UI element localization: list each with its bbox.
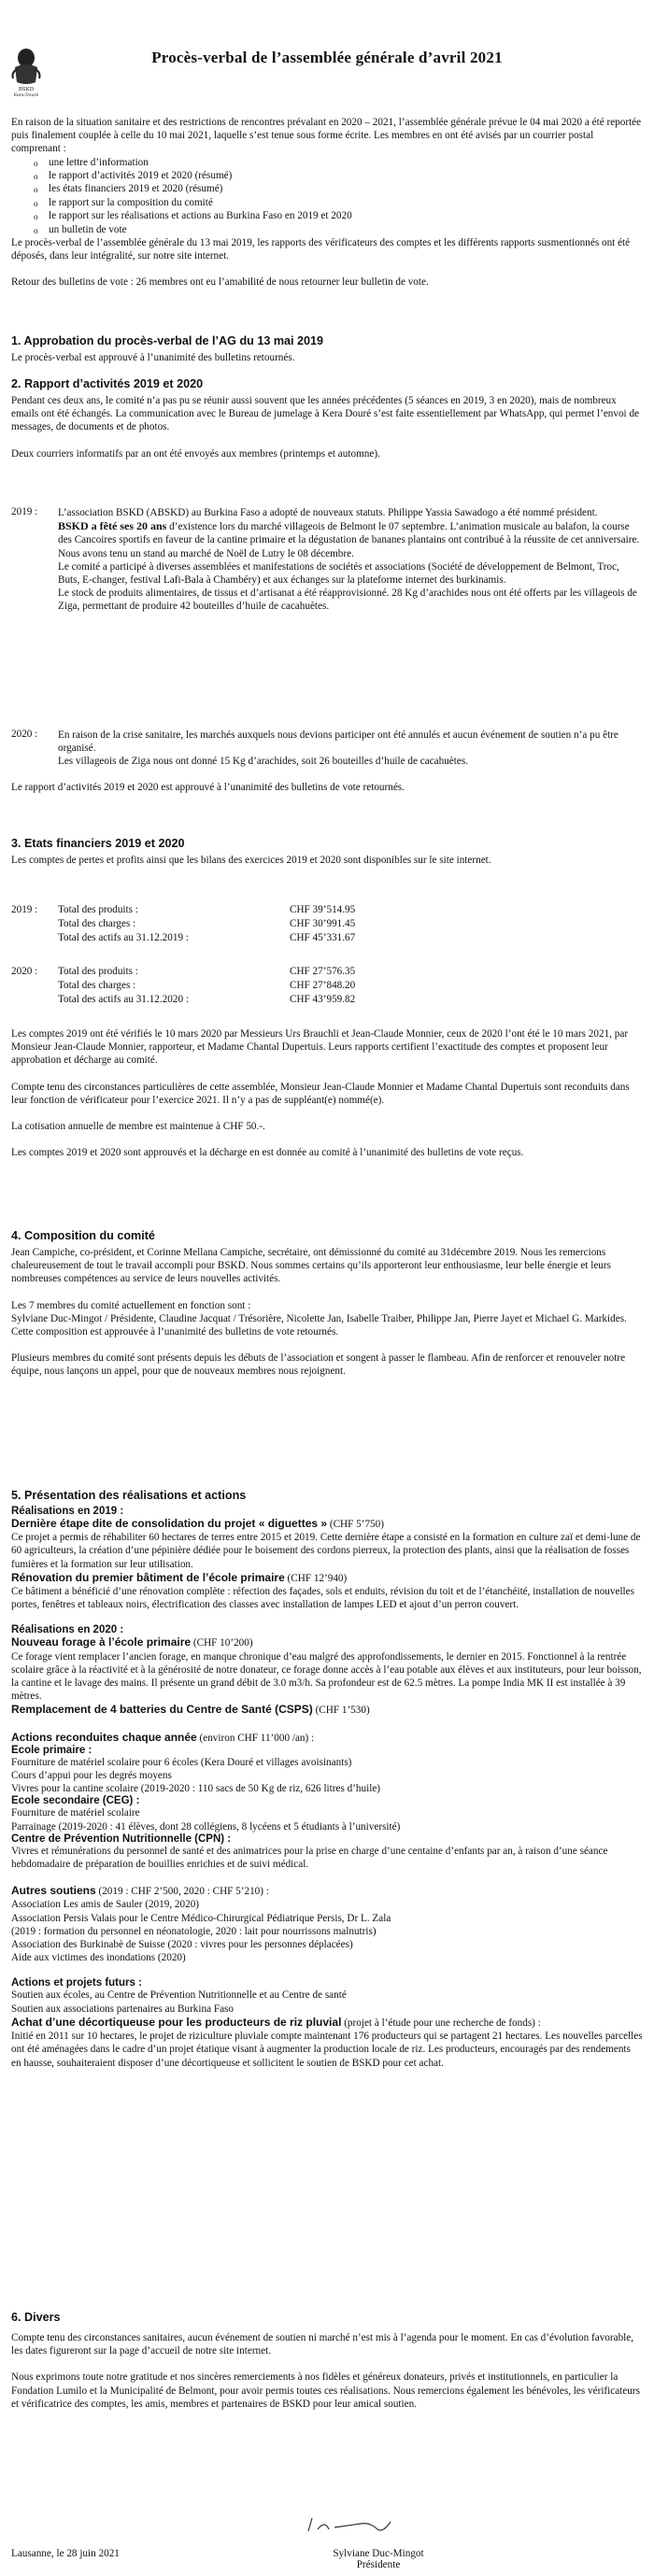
fin-value: CHF 45’331.67 <box>290 932 356 943</box>
list-item: o le rapport sur la composition du comité <box>49 196 643 209</box>
forage-amount: (CHF 10’200) <box>192 1637 253 1649</box>
forage-title: Nouveau forage à l’école primaire <box>11 1635 192 1649</box>
list-item: Association Persis Valais pour le Centre Médico-Chirurgical Pédiatrique Persis, Dr L. Zala <box>11 1912 391 1924</box>
divers-text-2: Nous exprimons toute notre gratitude et nos sincères remerciements à nos fidèles et généreux donateurs, privés et institutionnels, en particulier la Fondation Lumilo et la Municipalité de Belmont, pour avoir permis toutes ces réalisations. Nous remercions également les bénévoles, les vérificateurs et vérificatrice des comptes, les amis, membres et partenaires de BSKD pour leur amical soutien. <box>11 2371 640 2410</box>
committee-members: Sylviane Duc-Mingot / Présidente, Claudine Jacquat / Trésorière, Nicolette Jan, Isabelle Traiber, Philippe Jan, Pierre Jayet et Michael G. Markides. <box>11 1312 627 1324</box>
cpn-text: Vivres et rémunérations du personnel de santé et des animatrices pour la prise en charge d’une centaine d’enfants par an, à raison d’une séance hebdomadaire de préparation de bouillies enrichies et de suivi médical. <box>11 1845 608 1871</box>
section-4 <box>11 1229 643 1379</box>
diguettes-title: Dernière étape dite de consolidation du projet « diguettes » <box>11 1517 328 1530</box>
section-3-paragraph-1: Les comptes de pertes et profits ainsi que les bilans des exercices 2019 et 2020 sont disponibles sur le site internet. <box>11 855 491 866</box>
svg-text:Kera-Douré: Kera-Douré <box>13 93 39 98</box>
fin-value: CHF 27’848.20 <box>290 980 356 991</box>
place-date: Lausanne, le 28 juin 2021 <box>11 2548 120 2559</box>
divers-text-1: Compte tenu des circonstances sanitaires, aucun événement de soutien ni marché n’est mis à l’agenda pour le moment. En cas d’évolution favorable, les dates figureront sur la page d’accueil de notre site internet. <box>11 2332 634 2357</box>
table-row <box>58 980 355 994</box>
realisations-2019-heading: Réalisations en 2019 : <box>11 1506 124 1517</box>
list-item: Fourniture de matériel scolaire <box>11 1807 140 1819</box>
activity-2019-line: Le stock de produits alimentaires, de tissus et d’artisanat a été réapprovisionné. 28 Kg d’arachides nous ont été offerts par les villageois de Ziga, permettant de produire 42 bouteilles d’huile de cacahuètes. <box>58 587 637 613</box>
recurring-title: Actions reconduites chaque année <box>11 1730 197 1744</box>
fin-2020-label: 2020 : <box>11 966 38 977</box>
year-2020-label: 2020 : <box>11 729 38 740</box>
renovation-text: Ce bâtiment a bénéficié d’une rénovation complète : réfection des façades, sols et enduits, révision du toit et de l’étanchéité, installation de nouvelles portes, fenêtres et tableaux noirs, électrification des classes avec installation de lampes LED et ajout d’un perron couvert. <box>11 1586 634 1611</box>
list-item: Parrainage (2019-2020 : 41 élèves, dont 28 collégiens, 8 lycéens et 5 étudiants à l’université) <box>11 1820 401 1833</box>
section-2-paragraph-2: Deux courriers informatifs par an ont été envoyés aux membres (printemps et automne). <box>11 447 380 460</box>
section-1-text: Le procès-verbal est approuvé à l’unanimité des bulletins retournés. <box>11 352 295 363</box>
renovation-amount: (CHF 12’940) <box>287 1572 348 1584</box>
fin-value: CHF 30’991.45 <box>290 918 356 929</box>
fin-label: Total des produits : <box>58 904 138 915</box>
section-3-heading: 3. Etats financiers 2019 et 2020 <box>11 837 185 850</box>
committee-approval: Cette composition est approuvée à l’unanimité des bulletins de vote retournés. <box>11 1326 339 1338</box>
ecole-primaire-heading: Ecole primaire : <box>11 1744 92 1756</box>
autres-soutiens-title: Autres soutiens <box>11 1884 96 1898</box>
list-item: Soutien aux associations partenaires au Burkina Faso <box>11 2003 234 2015</box>
fin-label: Total des produits : <box>58 966 138 977</box>
financials-2020 <box>11 966 643 1008</box>
section-1-heading: 1. Approbation du procès-verbal de l’AG du 13 mai 2019 <box>11 334 324 347</box>
activity-2020-line: Les villageois de Ziga nous ont donné 15 Kg d’arachides, soit 26 bouteilles d’huile de cacahuètes. <box>58 756 468 768</box>
realisations-2020-heading: Réalisations en 2020 : <box>11 1624 124 1636</box>
list-item: Cours d’appui pour les degrés moyens <box>11 1770 172 1782</box>
activity-2020-line: En raison de la crise sanitaire, les marchés auxquels nous devions participer ont été annulés et aucun événement de soutien n’a pu être organisé. <box>58 729 618 755</box>
list-item: Aide aux victimes des inondations (2020) <box>11 1952 186 1964</box>
section-6 <box>11 2311 643 2411</box>
section-4-heading: 4. Composition du comité <box>11 1229 155 1242</box>
list-item: Fourniture de matériel scolaire pour 6 écoles (Kera Douré et villages avoisinants) <box>11 1756 352 1768</box>
riz-amount: (projet à l’étude pour une recherche de fonds) : <box>344 2017 541 2029</box>
anniversary-highlight: BSKD a fêté ses 20 ans <box>58 519 167 533</box>
signature-image <box>305 2514 398 2537</box>
riz-title: Achat d’une décortiqueuse pour les producteurs de riz pluvial <box>11 2015 342 2029</box>
activity-2019-line: Nous avons tenu un stand au marché de Noël de Lutry le 08 décembre. <box>58 547 354 559</box>
activity-2019-anniversary: BSKD a fêté ses 20 ans d’existence lors du marché villageois de Belmont le 07 septembre. L’animation musicale au balafon, la course des Cancoires sportifs en faveur de la cantine primaire et la dégustation de bananes plantains ont contribué à la réussite de cet anniversaire. <box>58 519 640 546</box>
intro-paragraph: En raison de la situation sanitaire et des restrictions de rencontres prévalant en 2020 – 2021, l’assemblée générale prévue le 04 mai 2020 a été reportée puis finalement couplée à celle du 10 mai 2021, laquelle s’est tenue sous forme écrite. Les membres en ont été avisés par un courrier postal comprenant : <box>11 117 642 155</box>
membership-fee-text: La cotisation annuelle de membre est maintenue à CHF 50.-. <box>11 1121 265 1133</box>
futurs-heading: Actions et projets futurs : <box>11 1977 142 1989</box>
recurring-amount: (environ CHF 11’000 /an) : <box>199 1732 315 1744</box>
list-item: Soutien aux écoles, au Centre de Prévention Nutritionnelle et au Centre de santé <box>11 1989 347 2002</box>
fin-value: CHF 39’514.95 <box>290 904 356 915</box>
diguettes-amount: (CHF 5’750) <box>329 1519 384 1530</box>
batteries-title: Remplacement de 4 batteries du Centre de Santé (CSPS) <box>11 1703 313 1717</box>
fin-value: CHF 43’959.82 <box>290 994 356 1005</box>
table-row <box>58 994 355 1008</box>
activities-2019 <box>11 506 643 614</box>
section-6-heading: 6. Divers <box>11 2311 61 2324</box>
auditors-renewal-text: Compte tenu des circonstances particulières de cette assemblée, Monsieur Jean-Claude Monnier et Madame Chantal Dupertuis sont reconduits dans leur fonction de vérificateur pour l’exercice 2021. Il n’y a pas de suppléant(e) nommé(e). <box>11 1081 630 1106</box>
fin-value: CHF 27’576.35 <box>290 966 356 977</box>
diguettes-text: Ce projet a permis de réhabiliter 60 hectares de terres entre 2015 et 2019. Cette dernière étape a consisté en la formation en culture zaï et demi-lune de 60 agriculteurs, la création d’une pépinière dédiée pour le boisement des cordons pierreux, la protection des plants, ainsi que la réalisation de fosses fumières et la formation sur leur utilisation. <box>11 1532 641 1570</box>
fin-2020-table <box>58 966 355 1008</box>
committee-appeal: Plusieurs membres du comité sont présents depuis les débuts de l’association et songent à passer le flambeau. Afin de renforcer et renouveler notre équipe, nous lançons un appel, pour que de nouveaux membres nous rejoignent. <box>11 1352 626 1378</box>
list-item: o un bulletin de vote <box>49 223 643 236</box>
fin-label: Total des actifs au 31.12.2020 : <box>58 994 189 1005</box>
activities-2020 <box>11 729 643 769</box>
accounts-approval-text: Les comptes 2019 et 2020 sont approuvés et la décharge en est donnée au comité à l’unanimité des bulletins de vote reçus. <box>11 1147 524 1159</box>
riz-text: Initié en 2011 sur 10 hectares, le projet de riziculture pluviale compte maintenant 176 producteurs qui se partagent 21 hectares. Les nouvelles parcelles ont été aménagées dans le cadre d’un projet étatique visant à augmenter la production locale de riz. Les producteurs, encouragés par des rendements en hausse, souhaiteraient disposer d’une décortiqueuse et sollicitent le soutien de BSKD pour cet achat. <box>11 2031 643 2069</box>
vote-return-text: Retour des bulletins de vote : 26 membres ont eu l’amabilité de nous retourner leur bulletin de vote. <box>11 276 429 289</box>
list-item: (2019 : formation du personnel en néonatologie, 2020 : lait pour nourrissons malnutris) <box>11 1925 377 1937</box>
svg-text:BSKD: BSKD <box>18 87 35 92</box>
fin-label: Total des charges : <box>58 918 136 929</box>
fin-2019-table <box>58 904 355 946</box>
section-2-heading: 2. Rapport d’activités 2019 et 2020 <box>11 377 204 390</box>
section-5 <box>11 1489 643 2070</box>
fin-label: Total des actifs au 31.12.2019 : <box>58 932 189 943</box>
list-item: o le rapport sur les réalisations et actions au Burkina Faso en 2019 et 2020 <box>49 209 643 222</box>
renovation-title: Rénovation du premier bâtiment de l’école primaire <box>11 1570 285 1584</box>
table-row <box>58 918 355 932</box>
section-2-approval-text: Le rapport d’activités 2019 et 2020 est approuvé à l’unanimité des bulletins de vote retournés. <box>11 782 405 793</box>
batteries-amount: (CHF 1’530) <box>315 1705 370 1717</box>
activity-2019-line: Le comité a participé à diverses assemblées et manifestations de sociétés et associations (Société de développement de Belmont, Troc, Buts, E-changer, festival Lafi-Bala à Chambéry) et aux échanges sur la plateforme internet des burkinamis. <box>58 560 619 587</box>
activity-2019-line: L’association BSKD (ABSKD) au Burkina Faso a adopté de nouveaux statuts. Philippe Yassia Sawadogo a été nommé président. <box>58 507 598 518</box>
section-2 <box>11 377 643 460</box>
signatory-block <box>308 2548 448 2570</box>
intro-bullet-list <box>11 156 643 236</box>
ecole-secondaire-heading: Ecole secondaire (CEG) : <box>11 1795 140 1807</box>
fin-label: Total des charges : <box>58 980 136 991</box>
page-title: Procès-verbal de l’assemblée générale d’avril 2021 <box>151 49 503 66</box>
list-item: Vivres pour la cantine scolaire (2019-2020 : 110 sacs de 50 Kg de riz, 626 litres d’huile) <box>11 1783 381 1795</box>
table-row <box>58 966 355 980</box>
table-row <box>58 904 355 918</box>
list-item: Association des Burkinabè de Suisse (2020 : vivres pour les personnes déplacées) <box>11 1939 353 1951</box>
section-3 <box>11 837 643 867</box>
auditors-text: Les comptes 2019 ont été vérifiés le 10 mars 2020 par Messieurs Urs Brauchli et Jean-Claude Monnier, ceux de 2020 l’ont été le 10 mars 2021, par Monsieur Jean-Claude Monnier, rapporteur, et Madame Chantal Dupertuis. Leurs rapports certifient l’exactitude des comptes et proposent leur approbation et décharge au comité. <box>11 1028 629 1067</box>
table-row <box>58 932 355 946</box>
autres-soutiens-amount: (2019 : CHF 2’500, 2020 : CHF 5’210) : <box>98 1886 269 1898</box>
section-3-body <box>11 1027 643 1159</box>
cpn-heading: Centre de Prévention Nutritionnelle (CPN) : <box>11 1833 232 1845</box>
financials-2019 <box>11 904 643 946</box>
list-item: o le rapport d’activités 2019 et 2020 (résumé) <box>49 169 643 182</box>
signatory-role: Présidente <box>356 2559 401 2570</box>
forage-text: Ce forage vient remplacer l’ancien forage, en manque chronique d’eau malgré des approfondissements, le dernier en 2015. Fonctionnel à la rentrée scolaire grâce à la réactivité et à la générosité de notre donateur, ce forage donne accès à l’eau potable aux élèves et aux instituteurs, pour leur boisson, la cantine et le lavage des mains. Il présente un grand débit de 3.0 m3/h. Sa profondeur est de 62.5 mètres. La pompe India MK II est installée à 39 mètres. <box>11 1650 642 1703</box>
signatory-name: Sylviane Duc-Mingot <box>333 2548 424 2559</box>
year-2019-label: 2019 : <box>11 506 38 517</box>
section-1 <box>11 334 643 364</box>
section-2-approval <box>11 781 643 794</box>
list-item: o une lettre d’information <box>49 156 643 169</box>
list-item: Association Les amis de Sauler (2019, 2020) <box>11 1899 200 1911</box>
fin-2019-label: 2019 : <box>11 904 38 915</box>
committee-intro: Les 7 membres du comité actuellement en fonction sont : <box>11 1299 251 1311</box>
resignation-text: Jean Campiche, co-président, et Corinne Mellana Campiche, secrétaire, ont démissionné du comité au 31décembre 2019. Nous les remercions chaleureusement de tout le travail accompli pour BSKD. Nous sommes certains qu’ils apporteront leur enthousiasme, leur belle énergie et leurs nombreuses compétences au service de leurs nouvelles activités. <box>11 1247 611 1285</box>
list-item: o les états financiers 2019 et 2020 (résumé) <box>49 182 643 195</box>
section-5-heading: 5. Présentation des réalisations et actions <box>11 1489 247 1502</box>
section-2-paragraph-1: Pendant ces deux ans, le comité n’a pas pu se réunir aussi souvent que les années précédentes (5 séances en 2019, 3 en 2020), mais de nombreux emails ont été échangés. La communication avec le Bureau de jumelage à Kera Douré s’est faite essentiellement par WhatsApp, qui permet l’envoi de messages, de documents et de photos. <box>11 395 640 433</box>
intro-section <box>11 116 643 290</box>
intro-paragraph-2: Le procès-verbal de l’assemblée générale du 13 mai 2019, les rapports des vérificateurs des comptes et les différents rapports susmentionnés ont été déposés, dans leur intégralité, sur notre site internet. <box>11 237 631 262</box>
